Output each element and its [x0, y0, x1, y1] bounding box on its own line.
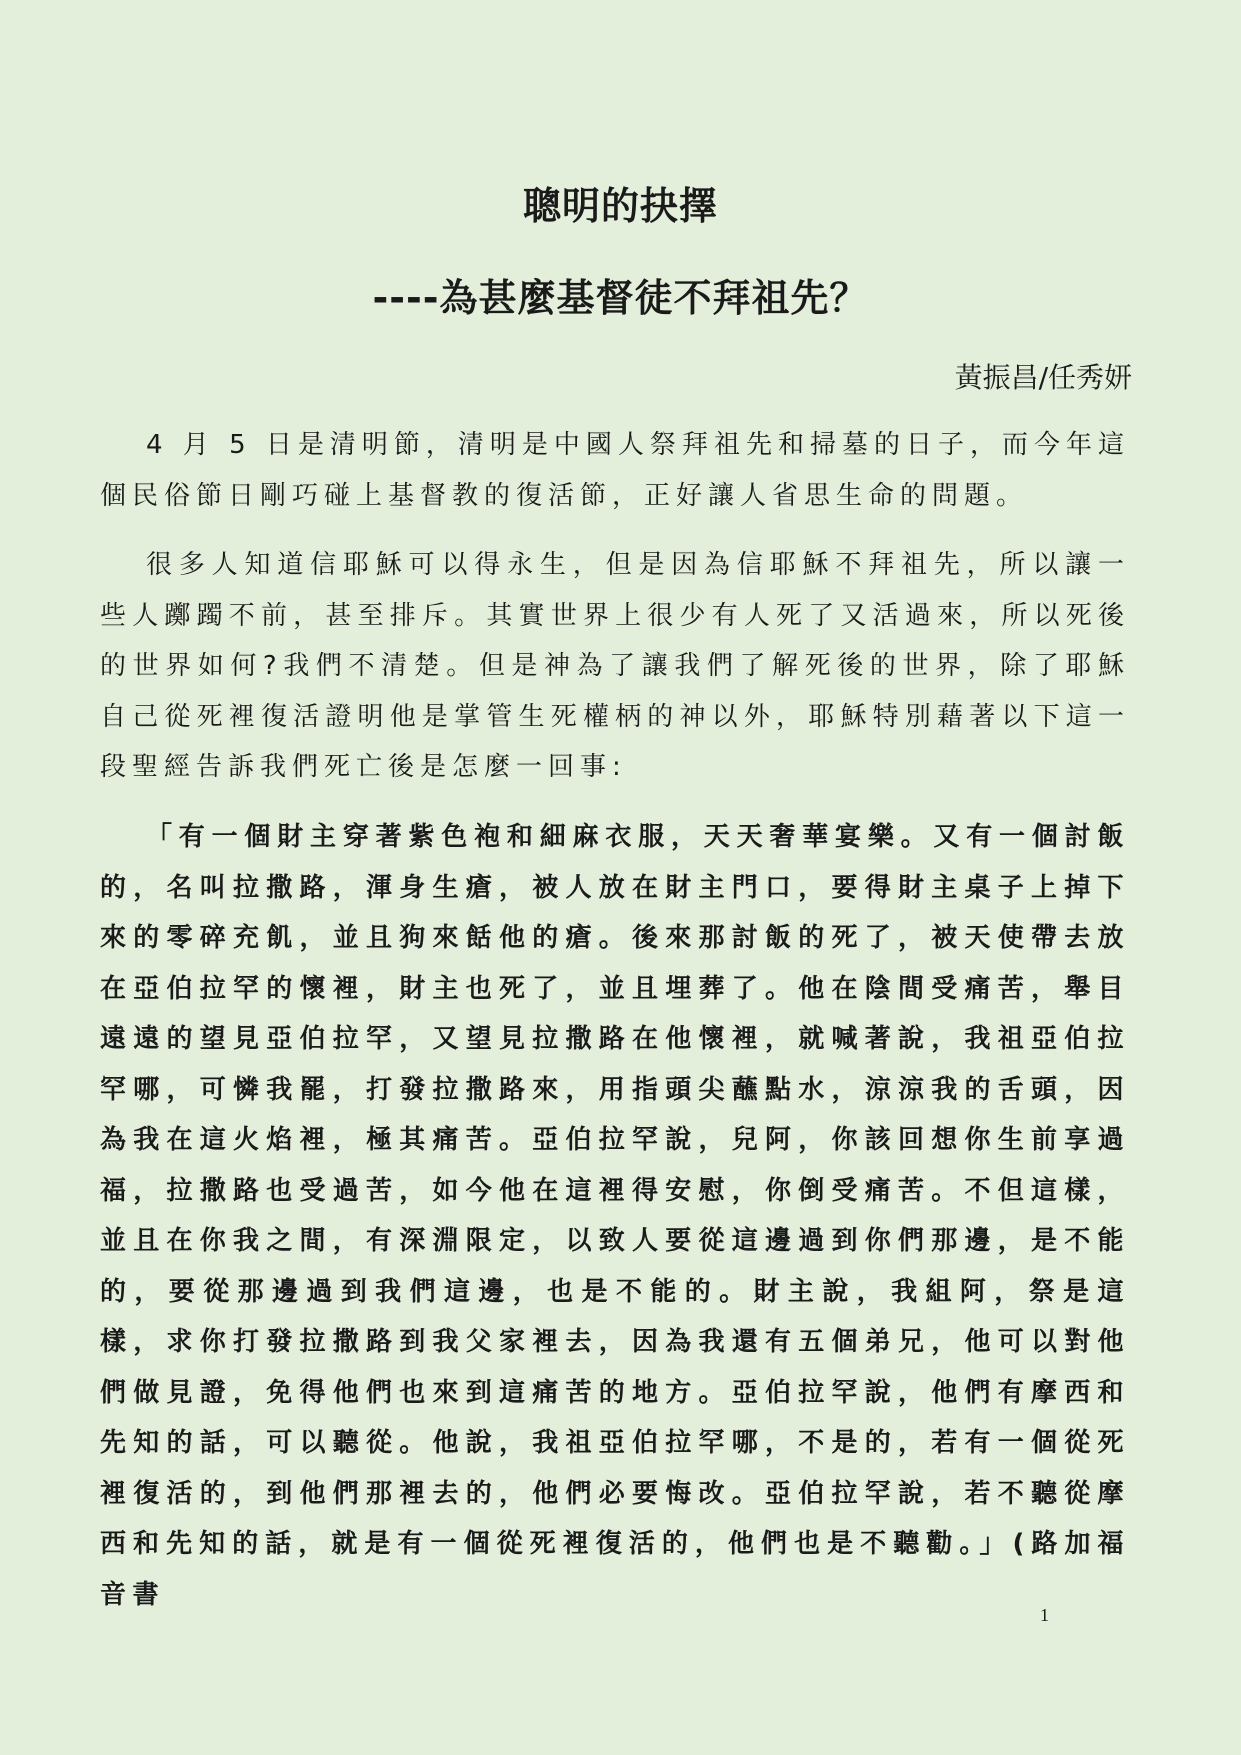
author-line: 黃振昌/任秀妍 [954, 361, 1132, 394]
document-title: 聰明的抉擇 [522, 184, 718, 228]
paragraph-intro: 4 月 5 日是清明節，清明是中國人祭拜祖先和掃墓的日子，而今年這個民俗節日剛巧碰上基督教的復活節，正好讓人省思生命的問題。 [100, 430, 1130, 511]
page-number: 1 [1040, 1605, 1049, 1625]
paragraph-body: 很多人知道信耶穌可以得永生，但是因為信耶穌不拜祖先，所以讓一些人躑躅不前，甚至排斥。其實世界上很少有人死了又活過來，所以死後的世界如何?我們不清楚。但是神為了讓我們了解死後的世界，除了耶穌自己從死裡復活證明他是掌管生死權柄的神以外，耶穌特別藉著以下這一段聖經告訴我們死亡後是怎麼一回事: [100, 550, 1130, 782]
scripture-quote: 「有一個財主穿著紫色袍和細麻衣服，天天奢華宴樂。又有一個討飯的，名叫拉撒路，渾身生瘡，被人放在財主門口，要得財主桌子上掉下來的零碎充飢，並且狗來餂他的瘡。後來那討飯的死了，被天使帶去放在亞伯拉罕的懷裡，財主也死了，並且埋葬了。他在陰間受痛苦，舉目遠遠的望見亞伯拉罕，又望見拉撒路在他懷裡，就喊著說，我祖亞伯拉罕哪，可憐我罷，打發拉撒路來，用指頭尖蘸點水，涼涼我的舌頭，因為我在這火焰裡，極其痛苦。亞伯拉罕說，兒阿，你該回想你生前享過福，拉撒路也受過苦，如今他在這裡得安慰，你倒受痛苦。不但這樣，並且在你我之間，有深淵限定，以致人要從這邊過到你們那邊，是不能的，要從那邊過到我們這邊，也是不能的。財主說，我組阿，祭是這樣，求你打發拉撒路到我父家裡去，因為我還有五個弟兄，他可以對他們做見證，免得他們也來到這痛苦的地方。亞伯拉罕說，他們有摩西和先知的話，可以聽從。他說，我祖亞伯拉罕哪，不是的，若有一個從死裡復活的，到他們那裡去的，他們必要悔改。亞伯拉罕說，若不聽從摩西和先知的話，就是有一個從死裡復活的，他們也是不聽勸。」(路加福音書 [100, 822, 1130, 1610]
document-subtitle: ----為甚麼基督徒不拜祖先？ [372, 276, 869, 320]
